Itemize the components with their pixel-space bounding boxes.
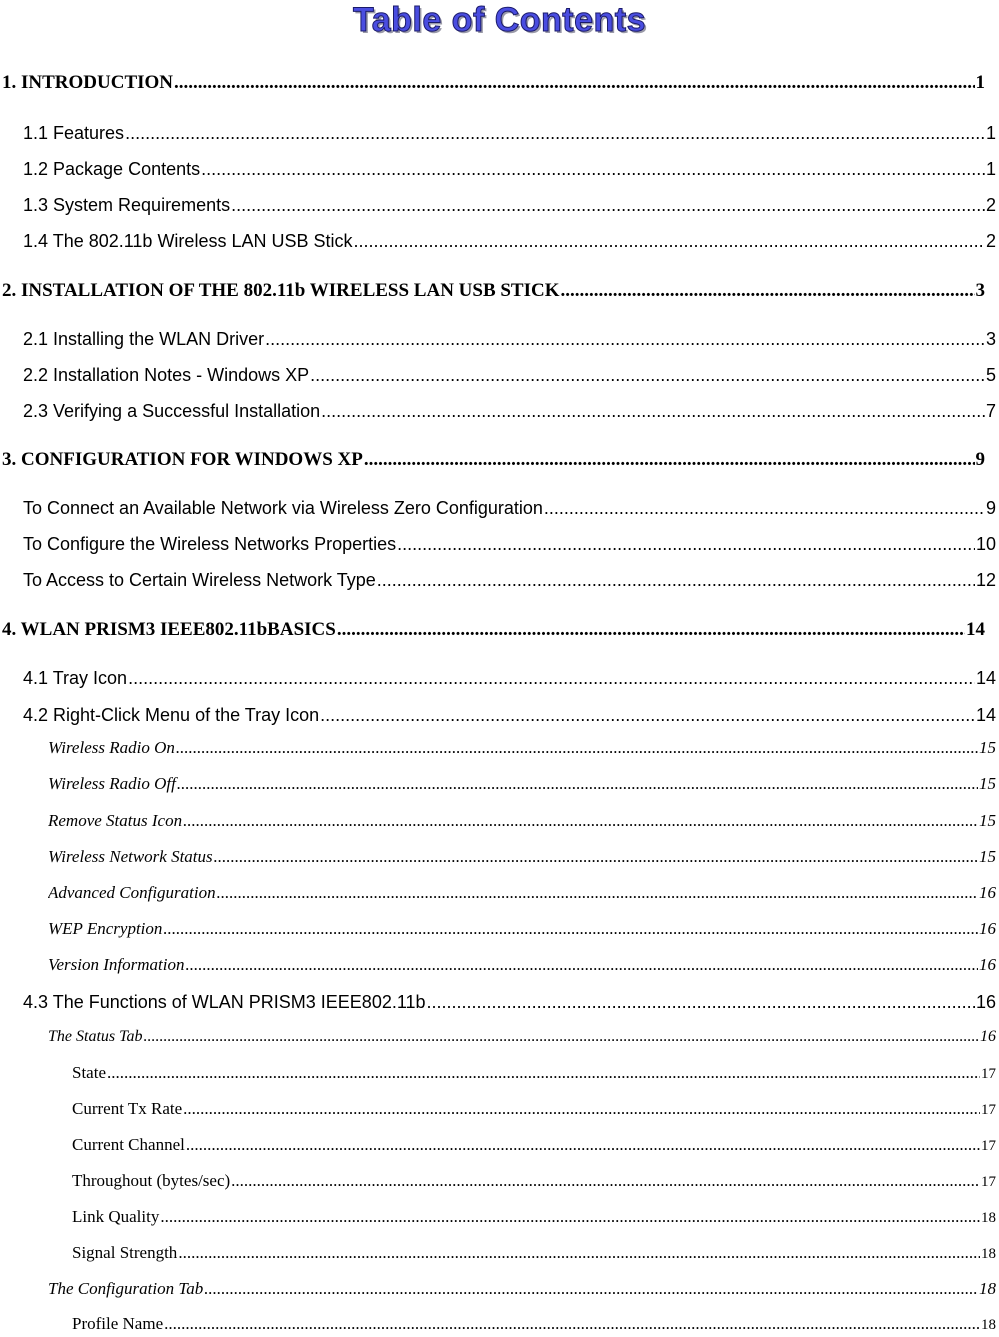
- toc-entry-connect-network[interactable]: [23, 496, 996, 520]
- toc-page-number: 16: [979, 883, 996, 902]
- toc-entry-label: 3. CONFIGURATION FOR WINDOWS XP: [2, 449, 363, 470]
- toc-page-number: 16: [979, 919, 996, 938]
- toc-entry-label: 1.1 Features: [23, 123, 125, 143]
- toc-page-number: 9: [975, 449, 985, 470]
- toc-entry-label: Version Information: [48, 955, 185, 974]
- toc-entry-status-tab[interactable]: [48, 1026, 996, 1048]
- toc-entry-verifying-installation[interactable]: [23, 399, 996, 423]
- page-title: Table of Contents: [352, 1, 647, 39]
- toc-page-number: 1: [975, 72, 985, 93]
- toc-entry-remove-status-icon[interactable]: [48, 810, 996, 832]
- toc-entry-label: 2.3 Verifying a Successful Installation: [23, 401, 321, 421]
- toc-entry-prism3-basics[interactable]: [2, 618, 985, 642]
- toc-page-number: 17: [981, 1174, 996, 1190]
- toc-entry-link-quality[interactable]: [72, 1206, 996, 1229]
- toc-entry-version-information[interactable]: [48, 954, 996, 976]
- toc-entry-label: 4.1 Tray Icon: [23, 668, 128, 688]
- dot-leader: [163, 918, 978, 940]
- toc-page-number: 15: [979, 847, 996, 866]
- toc-entry-label: 2.2 Installation Notes - Windows XP: [23, 365, 310, 385]
- toc-entry-label: State: [72, 1063, 106, 1082]
- dot-leader: [353, 229, 985, 253]
- toc-page-number: 16: [979, 955, 996, 974]
- toc-page-number: 15: [979, 774, 996, 793]
- toc-entry-label: 1.2 Package Contents: [23, 159, 201, 179]
- toc-entry-profile-name[interactable]: [72, 1313, 996, 1336]
- toc-entry-radio-off[interactable]: [48, 773, 996, 795]
- toc-entry-installation[interactable]: [2, 279, 985, 303]
- dot-leader: [177, 773, 978, 795]
- dot-leader: [164, 1313, 980, 1335]
- toc-entry-introduction[interactable]: [2, 71, 985, 95]
- toc-entry-label: Wireless Radio On: [48, 738, 175, 757]
- dot-leader: [231, 1170, 980, 1192]
- toc-entry-label: The Status Tab: [48, 1028, 143, 1045]
- dot-leader: [201, 157, 985, 181]
- dot-leader: [214, 846, 978, 868]
- toc-entry-label: Wireless Radio Off: [48, 774, 176, 793]
- dot-leader: [183, 810, 978, 832]
- toc-entry-label: 2.1 Installing the WLAN Driver: [23, 329, 265, 349]
- toc-page-number: 7: [985, 401, 996, 421]
- dot-leader: [217, 882, 978, 904]
- toc-page-number: 2: [985, 231, 996, 251]
- toc-entry-installation-notes[interactable]: [23, 363, 996, 387]
- toc-entry-label: Signal Strength: [72, 1243, 178, 1262]
- toc-entry-label: Link Quality: [72, 1207, 160, 1226]
- toc-page-number: 10: [975, 534, 996, 554]
- toc-entry-current-tx-rate[interactable]: [72, 1098, 996, 1121]
- toc-entry-label: Profile Name: [72, 1314, 164, 1333]
- toc-entry-label: To Connect an Available Network via Wireless Zero Configuration: [23, 498, 543, 518]
- toc-entry-system-requirements[interactable]: [23, 193, 996, 217]
- toc-page-number: 17: [981, 1138, 996, 1154]
- toc-entry-label: Advanced Configuration: [48, 883, 216, 902]
- toc-entry-access-network-type[interactable]: [23, 568, 996, 592]
- toc-page-number: 18: [981, 1246, 996, 1262]
- toc-entry-label: WEP Encryption: [48, 919, 163, 938]
- toc-entry-right-click-menu[interactable]: [23, 703, 996, 727]
- dot-leader: [176, 737, 978, 759]
- toc-entry-label: Throughout (bytes/sec): [72, 1171, 231, 1190]
- toc-page-number: 3: [985, 329, 996, 349]
- toc-entry-label: The Configuration Tab: [48, 1279, 204, 1298]
- toc-entry-tray-icon[interactable]: [23, 666, 996, 690]
- dot-leader: [178, 1242, 980, 1264]
- toc-page-number: 17: [981, 1066, 996, 1082]
- toc-entry-configure-properties[interactable]: [23, 532, 996, 556]
- toc-entry-usb-stick[interactable]: [23, 229, 996, 253]
- toc-entry-throughput[interactable]: [72, 1170, 996, 1193]
- dot-leader: [427, 990, 975, 1014]
- toc-entry-wep-encryption[interactable]: [48, 918, 996, 940]
- toc-entry-label: To Access to Certain Wireless Network Type: [23, 570, 376, 590]
- toc-page-number: 5: [985, 365, 996, 385]
- dot-leader: [144, 1026, 979, 1048]
- toc-page-number: 9: [985, 498, 996, 518]
- toc-entry-label: Current Tx Rate: [72, 1099, 183, 1118]
- toc-entry-radio-on[interactable]: [48, 737, 996, 759]
- toc-entry-label: Current Channel: [72, 1135, 185, 1154]
- toc-entry-configuration-xp[interactable]: [2, 448, 985, 472]
- toc-entry-features[interactable]: [23, 121, 996, 145]
- toc-entry-label: 1. INTRODUCTION: [2, 72, 174, 93]
- toc-page-number: 15: [979, 811, 996, 830]
- toc-entry-signal-strength[interactable]: [72, 1242, 996, 1265]
- dot-leader: [561, 279, 975, 303]
- dot-leader: [320, 703, 975, 727]
- dot-leader: [107, 1062, 980, 1084]
- dot-leader: [128, 666, 975, 690]
- dot-leader: [186, 1134, 980, 1156]
- toc-entry-label: 1.3 System Requirements: [23, 195, 231, 215]
- toc-entry-label: To Configure the Wireless Networks Properties: [23, 534, 397, 554]
- toc-entry-functions-prism3[interactable]: [23, 990, 996, 1014]
- toc-entry-installing-driver[interactable]: [23, 327, 996, 351]
- dot-leader: [265, 327, 985, 351]
- toc-entry-label: 4.2 Right-Click Menu of the Tray Icon: [23, 705, 320, 725]
- toc-entry-label: 2. INSTALLATION OF THE 802.11b WIRELESS LAN USB STICK: [2, 280, 560, 301]
- dot-leader: [337, 618, 965, 642]
- toc-entry-state[interactable]: [72, 1062, 996, 1085]
- toc-page-number: 12: [975, 570, 996, 590]
- toc-page-number: 14: [966, 619, 985, 640]
- toc-entry-label: Wireless Network Status: [48, 847, 213, 866]
- dot-leader: [364, 448, 975, 472]
- toc-entry-current-channel[interactable]: [72, 1134, 996, 1157]
- dot-leader: [231, 193, 985, 217]
- toc-page-number: 3: [975, 280, 985, 301]
- dot-leader: [397, 532, 975, 556]
- toc-page-number: 17: [981, 1102, 996, 1118]
- dot-leader: [160, 1206, 980, 1228]
- toc-page-number: 15: [979, 738, 996, 757]
- dot-leader: [185, 954, 978, 976]
- toc-entry-package-contents[interactable]: [23, 157, 996, 181]
- toc-page-number: 18: [981, 1317, 996, 1333]
- dot-leader: [125, 121, 985, 145]
- toc-page-number: 18: [981, 1210, 996, 1226]
- toc-page-number: 16: [975, 992, 996, 1012]
- dot-leader: [174, 71, 974, 95]
- toc-entry-network-status[interactable]: [48, 846, 996, 868]
- dot-leader: [544, 496, 985, 520]
- dot-leader: [377, 568, 975, 592]
- toc-page-number: 16: [980, 1028, 996, 1045]
- toc-page-number: 1: [985, 159, 996, 179]
- toc-entry-label: 4. WLAN PRISM3 IEEE802.11bBASICS: [2, 619, 336, 640]
- dot-leader: [204, 1278, 978, 1300]
- dot-leader: [321, 399, 985, 423]
- toc-page-number: 18: [979, 1279, 996, 1298]
- dot-leader: [183, 1098, 980, 1120]
- toc-entry-configuration-tab[interactable]: [48, 1278, 996, 1300]
- toc-page-number: 14: [975, 705, 996, 725]
- toc-page-number: 1: [985, 123, 996, 143]
- dot-leader: [310, 363, 985, 387]
- toc-page-number: 14: [975, 668, 996, 688]
- toc-page-number: 2: [985, 195, 996, 215]
- toc-entry-label: 1.4 The 802.11b Wireless LAN USB Stick: [23, 231, 353, 251]
- toc-entry-advanced-configuration[interactable]: [48, 882, 996, 904]
- toc-entry-label: Remove Status Icon: [48, 811, 183, 830]
- toc-entry-label: 4.3 The Functions of WLAN PRISM3 IEEE802.11b: [23, 992, 426, 1012]
